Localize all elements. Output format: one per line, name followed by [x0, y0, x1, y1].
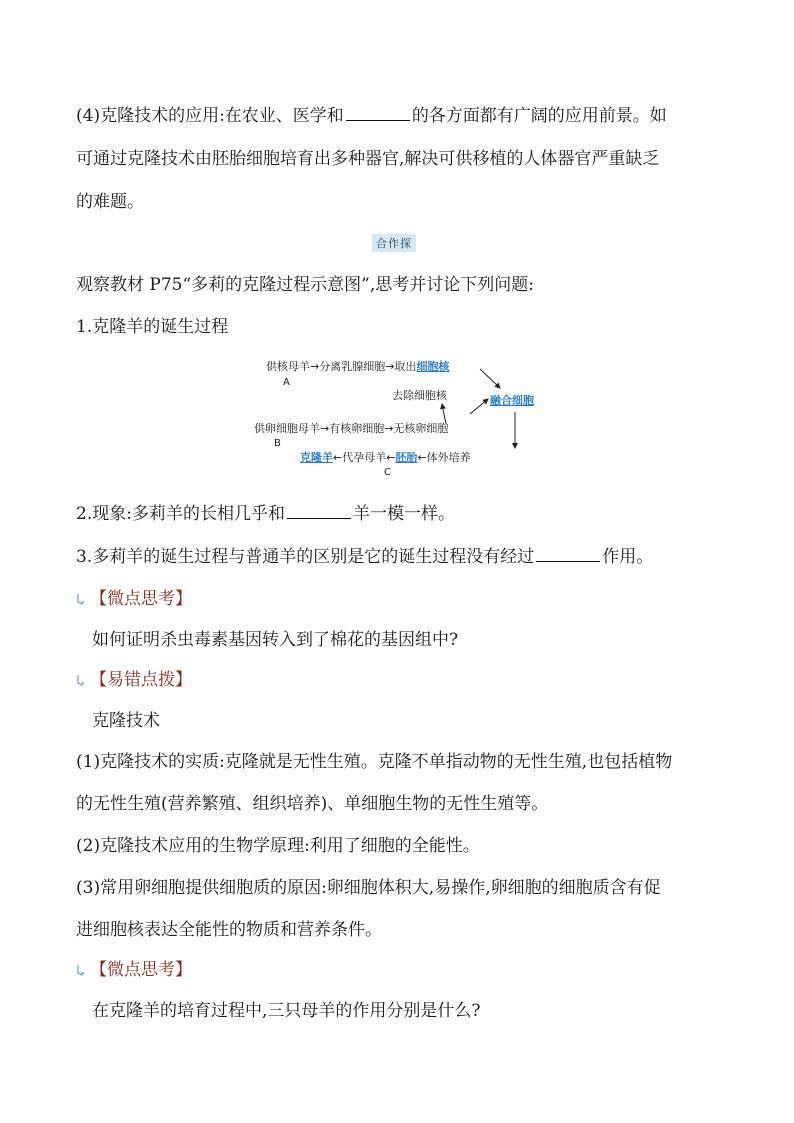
hint-think-2: [76, 958, 192, 982]
point2: (2)克隆技术应用的生物学原理:利用了细胞的全能性。: [76, 836, 480, 856]
q3-text-a: 3.多莉羊的诞生过程与普通羊的区别是它的诞生过程没有经过: [76, 547, 535, 567]
label-c: C: [384, 467, 391, 478]
para4-text-b: 的各方面都有广阔的应用前景。如: [411, 106, 667, 126]
diagram-row3: 供卵细胞母羊→有核卵细胞→无核卵细胞: [254, 422, 449, 435]
diagram-row4: [300, 451, 471, 465]
answer-blank[interactable]: [536, 545, 600, 562]
answer-blank[interactable]: [346, 104, 410, 121]
surrogate-label: ←代孕母羊←: [333, 451, 396, 464]
label-a: A: [283, 377, 290, 388]
hint1-label: 【微点思考】: [90, 589, 192, 609]
nucleus-label: 细胞核: [416, 360, 450, 373]
label-b: B: [274, 438, 281, 449]
para4-line1: [76, 104, 667, 128]
answer-blank[interactable]: [287, 502, 351, 519]
hint-think-1: [76, 587, 192, 611]
cloning-process-diagram: [250, 352, 550, 482]
arrow-remove-nucleus: [442, 404, 446, 424]
question-1: 1.克隆羊的诞生过程: [76, 317, 229, 337]
section-badge: 合作探: [372, 234, 416, 252]
q2-text-a: 2.现象:多莉羊的长相几乎和: [76, 504, 285, 524]
culture-label: ←体外培养: [417, 451, 471, 464]
arrow-nucleus-to-fused: [480, 369, 500, 388]
point3-line2: 进细胞核表达全能性的物质和营养条件。: [76, 920, 382, 940]
intro-text: 观察教材 P75“多莉的克隆过程示意图”,思考并讨论下列问题:: [76, 275, 534, 295]
pencil-icon: [76, 964, 86, 976]
remove-nucleus-label: 去除细胞核: [392, 389, 447, 402]
q2-text-b: 羊一模一样。: [352, 504, 455, 524]
pencil-icon: [76, 674, 86, 686]
question-2: [76, 502, 455, 526]
para4-line3: 的难题。: [76, 192, 144, 212]
arrow-egg-to-fused: [470, 399, 488, 414]
hint3-label: 【微点思考】: [90, 960, 192, 980]
pencil-icon: [76, 593, 86, 605]
point1-line1: (1)克隆技术的实质:克隆就是无性生殖。克隆不单指动物的无性生殖,也包括植物: [76, 752, 673, 772]
embryo-label: 胚胎: [395, 451, 418, 464]
hint1-question: 如何证明杀虫毒素基因转入到了棉花的基因组中?: [92, 630, 459, 650]
donor-nucleus-chain: 供核母羊→分离乳腺细胞→取出: [266, 360, 417, 373]
question-3: [76, 545, 653, 569]
hint3-question: 在克隆羊的培育过程中,三只母羊的作用分别是什么?: [92, 1001, 481, 1021]
point3-line1: (3)常用卵细胞提供细胞质的原因:卵细胞体积大,易操作,卵细胞的细胞质含有促: [76, 878, 661, 898]
clone-sheep-label: 克隆羊: [300, 451, 333, 464]
point1-line2: 的无性生殖(营养繁殖、组织培养)、单细胞生物的无性生殖等。: [76, 794, 549, 814]
hint-error-prone: [76, 668, 192, 692]
topic-title: 克隆技术: [92, 711, 160, 731]
para4-line2: 可通过克隆技术由胚胎细胞培育出多种器官,解决可供移植的人体器官严重缺乏: [76, 149, 660, 169]
fused-cell-label: 融合细胞: [490, 394, 534, 407]
q3-text-b: 作用。: [602, 547, 654, 567]
para4-text-a: (4)克隆技术的应用:在农业、医学和: [76, 106, 344, 126]
hint2-label: 【易错点拨】: [90, 670, 192, 690]
diagram-row1: [266, 360, 449, 374]
